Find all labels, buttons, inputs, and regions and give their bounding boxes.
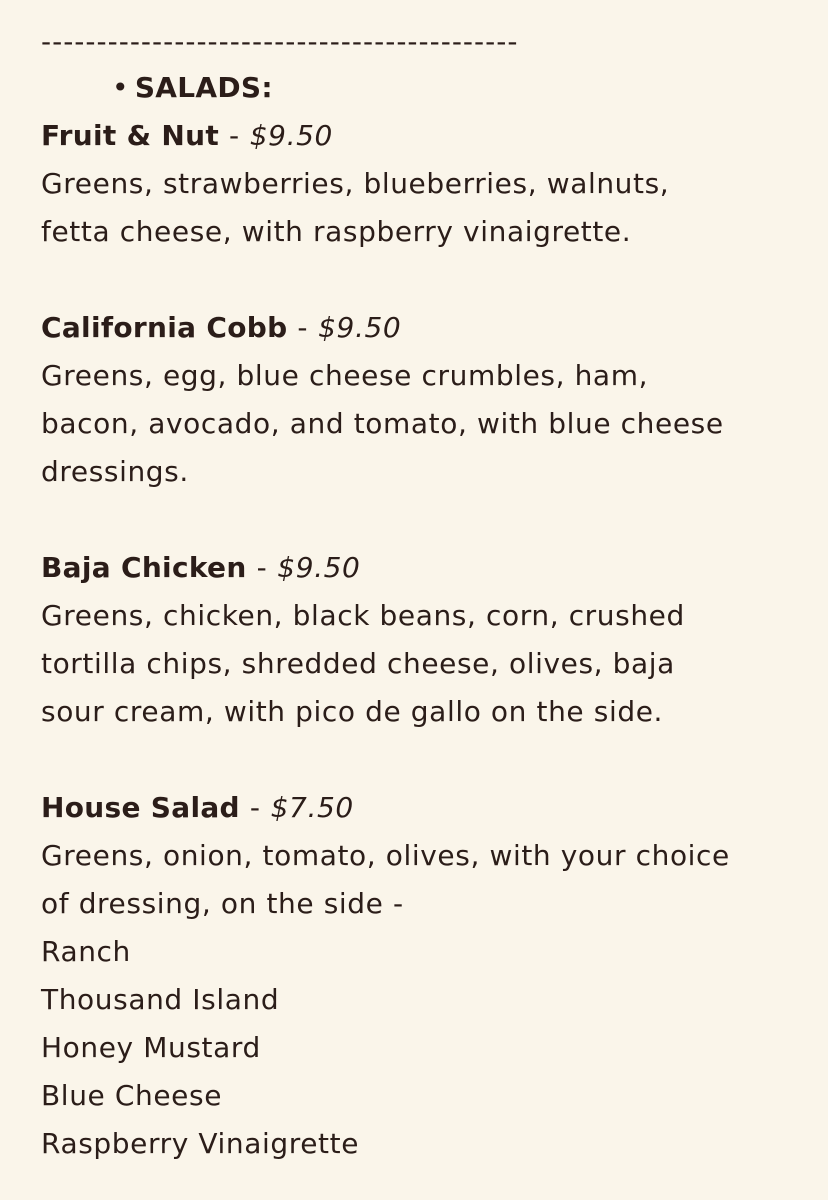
item-separator: - <box>229 119 240 152</box>
menu-item-title-fruit-nut <box>41 116 333 156</box>
dressing-option: Raspberry Vinaigrette <box>41 1127 360 1160</box>
item-description-line: dressings. <box>41 455 189 488</box>
item-price: $9.50 <box>277 551 361 584</box>
bullet-icon: • <box>112 71 129 104</box>
menu-item-title-baja-chicken <box>41 548 360 588</box>
item-price: $9.50 <box>249 119 333 152</box>
section-heading <box>112 68 273 108</box>
item-separator: - <box>297 311 309 344</box>
dressing-option: Honey Mustard <box>41 1031 261 1064</box>
item-description-line: Greens, egg, blue cheese crumbles, ham, <box>41 359 649 392</box>
item-description-line: Greens, chicken, black beans, corn, crushed <box>41 599 685 632</box>
item-name: House Salad <box>41 791 240 824</box>
item-name: Fruit & Nut <box>41 119 220 152</box>
item-name: California Cobb <box>41 311 288 344</box>
item-description-line: fetta cheese, with raspberry vinaigrette. <box>41 215 632 248</box>
item-price: $7.50 <box>270 791 354 824</box>
section-divider: ------------------------------------------- <box>41 25 519 58</box>
item-price: $9.50 <box>318 311 402 344</box>
item-description-line: of dressing, on the side - <box>41 887 404 920</box>
item-description-line: sour cream, with pico de gallo on the side. <box>41 695 664 728</box>
item-separator: - <box>249 791 261 824</box>
menu-item-title-house-salad <box>41 788 354 828</box>
item-description-line: Greens, strawberries, blueberries, walnuts, <box>41 167 670 200</box>
dressing-option: Thousand Island <box>41 983 280 1016</box>
item-description-line: tortilla chips, shredded cheese, olives, baja <box>41 647 675 680</box>
item-separator: - <box>256 551 268 584</box>
dressing-option: Ranch <box>41 935 131 968</box>
item-description-line: Greens, onion, tomato, olives, with your choice <box>41 839 730 872</box>
menu-item-title-california-cobb <box>41 308 401 348</box>
section-title: SALADS: <box>134 71 273 104</box>
dressing-option: Blue Cheese <box>41 1079 223 1112</box>
item-name: Baja Chicken <box>41 551 247 584</box>
item-description-line: bacon, avocado, and tomato, with blue cheese <box>41 407 724 440</box>
